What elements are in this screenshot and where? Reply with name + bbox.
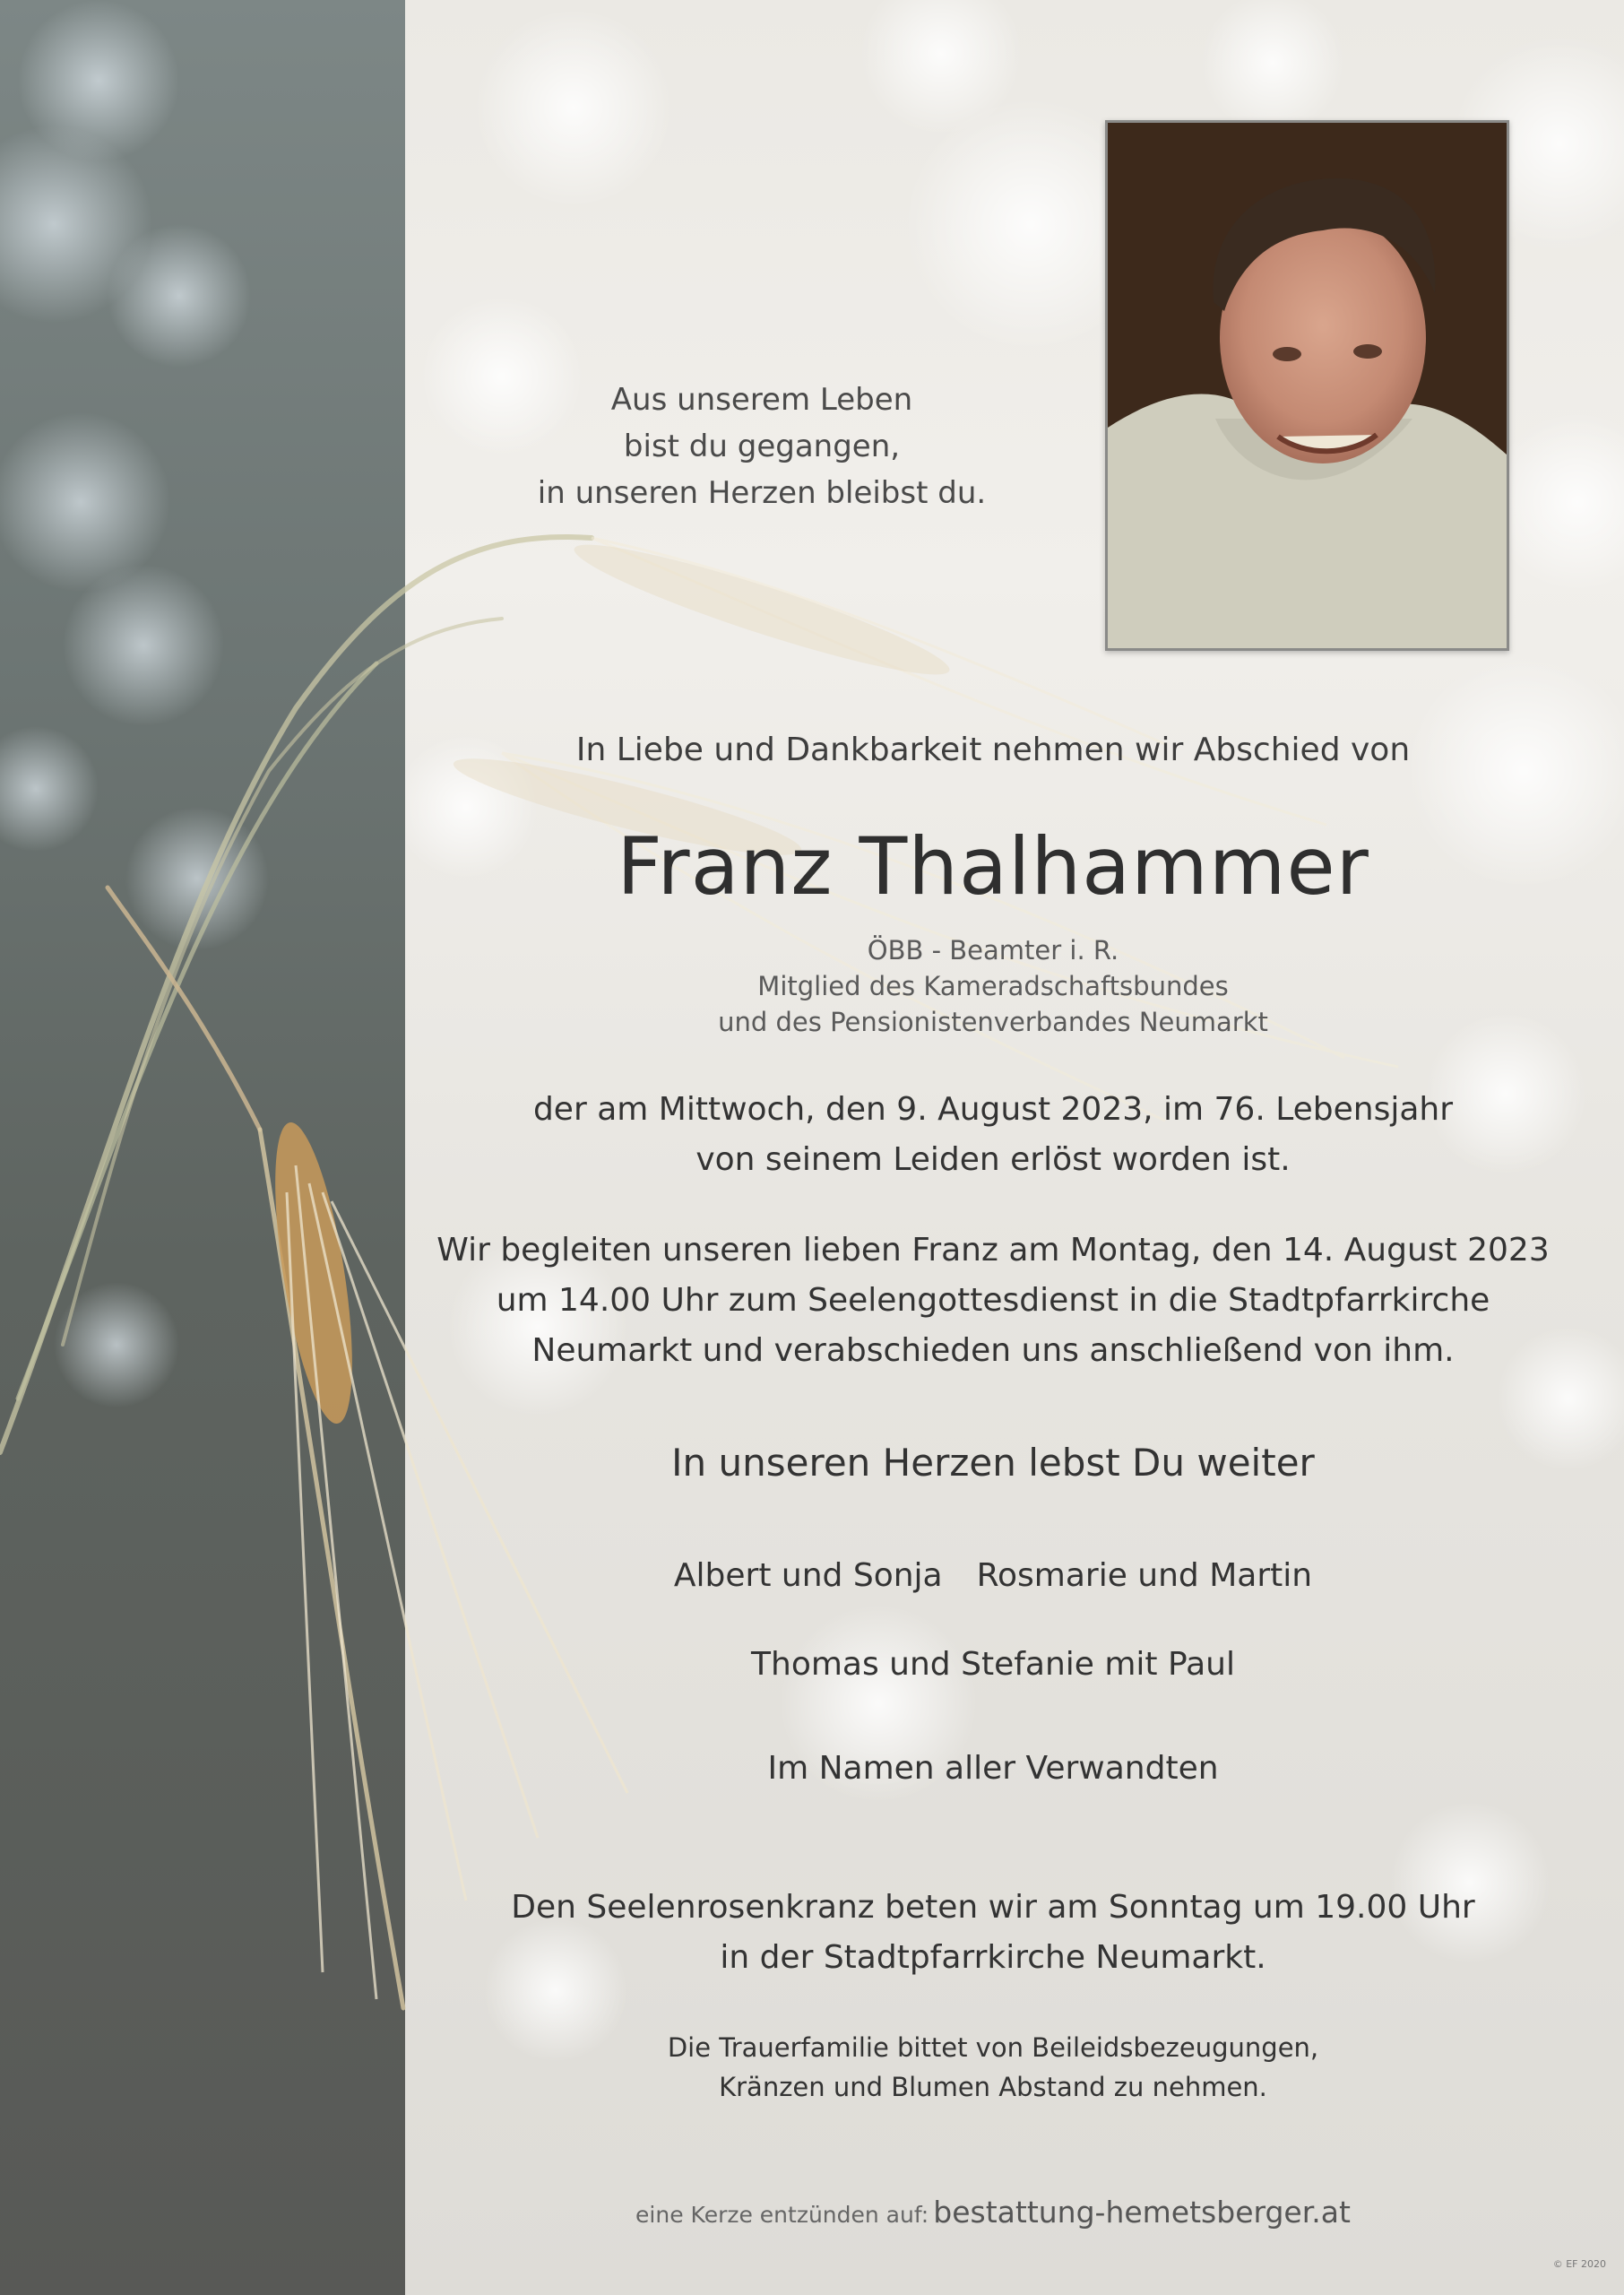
portrait-photo xyxy=(1105,120,1509,651)
condolence-request xyxy=(405,2028,1581,2107)
death-notice-line: von seinem Leiden erlöst worden ist. xyxy=(695,1141,1291,1178)
funeral-notice-line: Neumarkt und verabschieden uns anschließend von ihm. xyxy=(531,1332,1455,1369)
death-notice-line: der am Mittwoch, den 9. August 2023, im 76. Lebensjahr xyxy=(532,1091,1454,1128)
quote-line: in unseren Herzen bleibst du. xyxy=(537,475,987,511)
candle-footer xyxy=(405,2195,1581,2230)
candle-label: eine Kerze entzünden auf: xyxy=(635,2202,929,2228)
condolence-request-line: Die Trauerfamilie bittet von Beileidsbezeugungen, xyxy=(667,2032,1319,2063)
rosary-notice-line: Den Seelenrosenkranz beten wir am Sonntag um 19.00 Uhr xyxy=(511,1889,1475,1926)
rosary-notice-line: in der Stadtpfarrkirche Neumarkt. xyxy=(720,1939,1266,1976)
quote-line: bist du gegangen, xyxy=(623,429,901,464)
death-notice xyxy=(405,1085,1581,1185)
copyright-mark: © EF 2020 xyxy=(1552,2258,1606,2270)
relatives-line: Im Namen aller Verwandten xyxy=(767,1750,1219,1787)
website-link[interactable]: bestattung-hemetsberger.at xyxy=(933,2195,1351,2230)
memorial-motto: In unseren Herzen lebst Du weiter xyxy=(671,1441,1315,1485)
rosary-notice xyxy=(405,1883,1581,1983)
title-line: ÖBB - Beamter i. R. xyxy=(867,935,1119,966)
mourner-name: Rosmarie und Martin xyxy=(976,1557,1313,1594)
mourners-row xyxy=(405,1557,1581,1594)
quote-line: Aus unserem Leben xyxy=(610,382,913,418)
funeral-notice xyxy=(405,1225,1581,1376)
title-line: Mitglied des Kameradschaftsbundes xyxy=(757,971,1229,1001)
farewell-intro: In Liebe und Dankbarkeit nehmen wir Abschied von xyxy=(575,732,1411,768)
mourner-name: Thomas und Stefanie mit Paul xyxy=(751,1646,1235,1683)
condolence-request-line: Kränzen und Blumen Abstand zu nehmen. xyxy=(719,2072,1267,2102)
funeral-notice-line: Wir begleiten unseren lieben Franz am Montag, den 14. August 2023 xyxy=(436,1232,1550,1269)
memorial-quote xyxy=(466,377,1058,516)
funeral-notice-line: um 14.00 Uhr zum Seelengottesdienst in die Stadtpfarrkirche xyxy=(496,1282,1490,1319)
title-line: und des Pensionistenverbandes Neumarkt xyxy=(718,1007,1268,1037)
deceased-titles xyxy=(405,932,1581,1040)
mourner-name: Albert und Sonja xyxy=(673,1557,943,1594)
deceased-name: Franz Thalhammer xyxy=(617,820,1369,913)
